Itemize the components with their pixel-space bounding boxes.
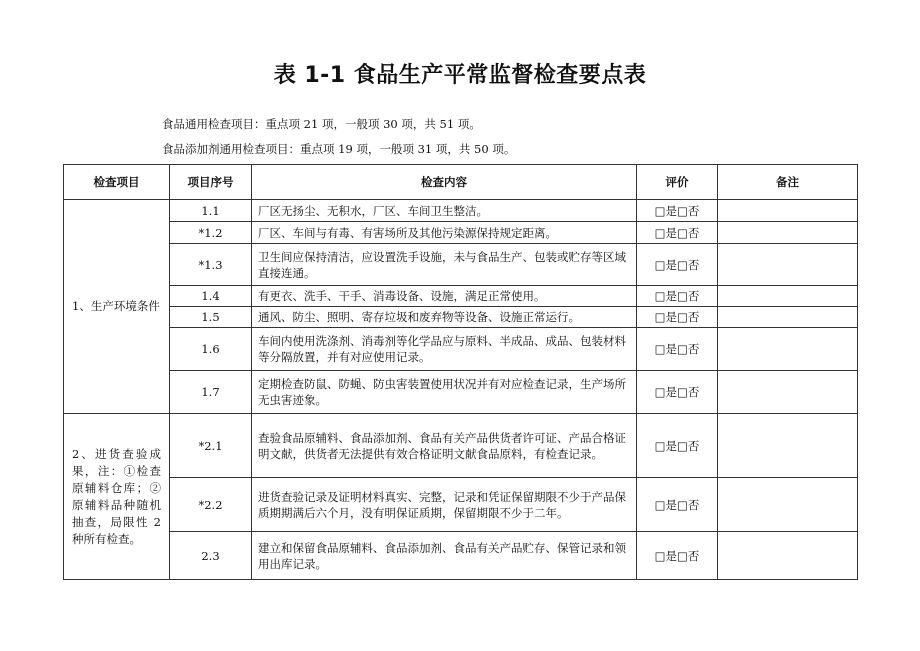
table-row xyxy=(64,532,858,580)
remarks-cell[interactable] xyxy=(718,328,858,371)
item-number: 1.5 xyxy=(170,307,252,328)
summary-food: 食品通用检查项目：重点项 21 项，一般项 30 项，共 51 项。 xyxy=(162,117,481,131)
table-row xyxy=(64,414,858,478)
remarks-cell[interactable] xyxy=(718,200,858,222)
item-number: *1.2 xyxy=(170,222,252,244)
table-row xyxy=(64,244,858,286)
table-row xyxy=(64,286,858,307)
header-item: 检查项目 xyxy=(64,165,170,200)
evaluation-checkbox[interactable]: □是□否 xyxy=(637,371,718,414)
evaluation-checkbox[interactable]: □是□否 xyxy=(637,532,718,580)
remarks-cell[interactable] xyxy=(718,307,858,328)
item-content: 建立和保留食品原辅料、食品添加剂、食品有关产品贮存、保管记录和领用出库记录。 xyxy=(252,532,637,580)
evaluation-checkbox[interactable]: □是□否 xyxy=(637,328,718,371)
item-number: *1.3 xyxy=(170,244,252,286)
table-header-row xyxy=(64,165,858,200)
item-content: 查验食品原辅料、食品添加剂、食品有关产品供货者许可证、产品合格证明文献，供货者无法提供有效合格证明文献食品原料，有检查记录。 xyxy=(252,414,637,478)
table-row xyxy=(64,200,858,222)
evaluation-checkbox[interactable]: □是□否 xyxy=(637,244,718,286)
remarks-cell[interactable] xyxy=(718,478,858,532)
item-content: 定期检查防鼠、防蝇、防虫害装置使用状况并有对应检查记录，生产场所无虫害迹象。 xyxy=(252,371,637,414)
item-content: 有更衣、洗手、干手、消毒设备、设施，满足正常使用。 xyxy=(252,286,637,307)
item-number: *2.1 xyxy=(170,414,252,478)
item-number: 2.3 xyxy=(170,532,252,580)
header-remarks: 备注 xyxy=(718,165,858,200)
table-row xyxy=(64,371,858,414)
remarks-cell[interactable] xyxy=(718,532,858,580)
remarks-cell[interactable] xyxy=(718,371,858,414)
evaluation-checkbox[interactable]: □是□否 xyxy=(637,200,718,222)
evaluation-checkbox[interactable]: □是□否 xyxy=(637,307,718,328)
item-number: 1.7 xyxy=(170,371,252,414)
remarks-cell[interactable] xyxy=(718,286,858,307)
remarks-cell[interactable] xyxy=(718,244,858,286)
header-number: 项目序号 xyxy=(170,165,252,200)
item-content: 厂区无扬尘、无积水，厂区、车间卫生整洁。 xyxy=(252,200,637,222)
remarks-cell[interactable] xyxy=(718,414,858,478)
item-content: 通风、防尘、照明、寄存垃圾和废弃物等设备、设施正常运行。 xyxy=(252,307,637,328)
item-content: 进货查验记录及证明材料真实、完整，记录和凭证保留期限不少于产品保质期期满后六个月，没有明保证质期，保留期限不少于二年。 xyxy=(252,478,637,532)
item-number: 1.6 xyxy=(170,328,252,371)
item-number: *2.2 xyxy=(170,478,252,532)
evaluation-checkbox[interactable]: □是□否 xyxy=(637,478,718,532)
remarks-cell[interactable] xyxy=(718,222,858,244)
evaluation-checkbox[interactable]: □是□否 xyxy=(637,414,718,478)
item-content: 车间内使用洗涤剂、消毒剂等化学品应与原料、半成品、成品、包装材料等分隔放置，并有对应使用记录。 xyxy=(252,328,637,371)
table-row xyxy=(64,307,858,328)
header-content: 检查内容 xyxy=(252,165,637,200)
category-cell: 1、生产环境条件 xyxy=(64,200,170,414)
table-row xyxy=(64,478,858,532)
item-number: 1.1 xyxy=(170,200,252,222)
table-row xyxy=(64,222,858,244)
item-number: 1.4 xyxy=(170,286,252,307)
inspection-table xyxy=(63,164,858,580)
table-row xyxy=(64,328,858,371)
evaluation-checkbox[interactable]: □是□否 xyxy=(637,286,718,307)
item-content: 厂区、车间与有毒、有害场所及其他污染源保持规定距离。 xyxy=(252,222,637,244)
item-content: 卫生间应保持清洁，应设置洗手设施，未与食品生产、包装或贮存等区域直接连通。 xyxy=(252,244,637,286)
category-cell: 2、进货查验成果，注：①检查原辅料仓库；②原辅料品种随机抽查，局限性 2 种所有检查。 xyxy=(64,414,170,580)
summary-additive: 食品添加剂通用检查项目：重点项 19 项，一般项 31 项，共 50 项。 xyxy=(162,142,516,156)
page-title: 表 1-1 食品生产平常监督检查要点表 xyxy=(273,63,647,88)
header-evaluation: 评价 xyxy=(637,165,718,200)
evaluation-checkbox[interactable]: □是□否 xyxy=(637,222,718,244)
